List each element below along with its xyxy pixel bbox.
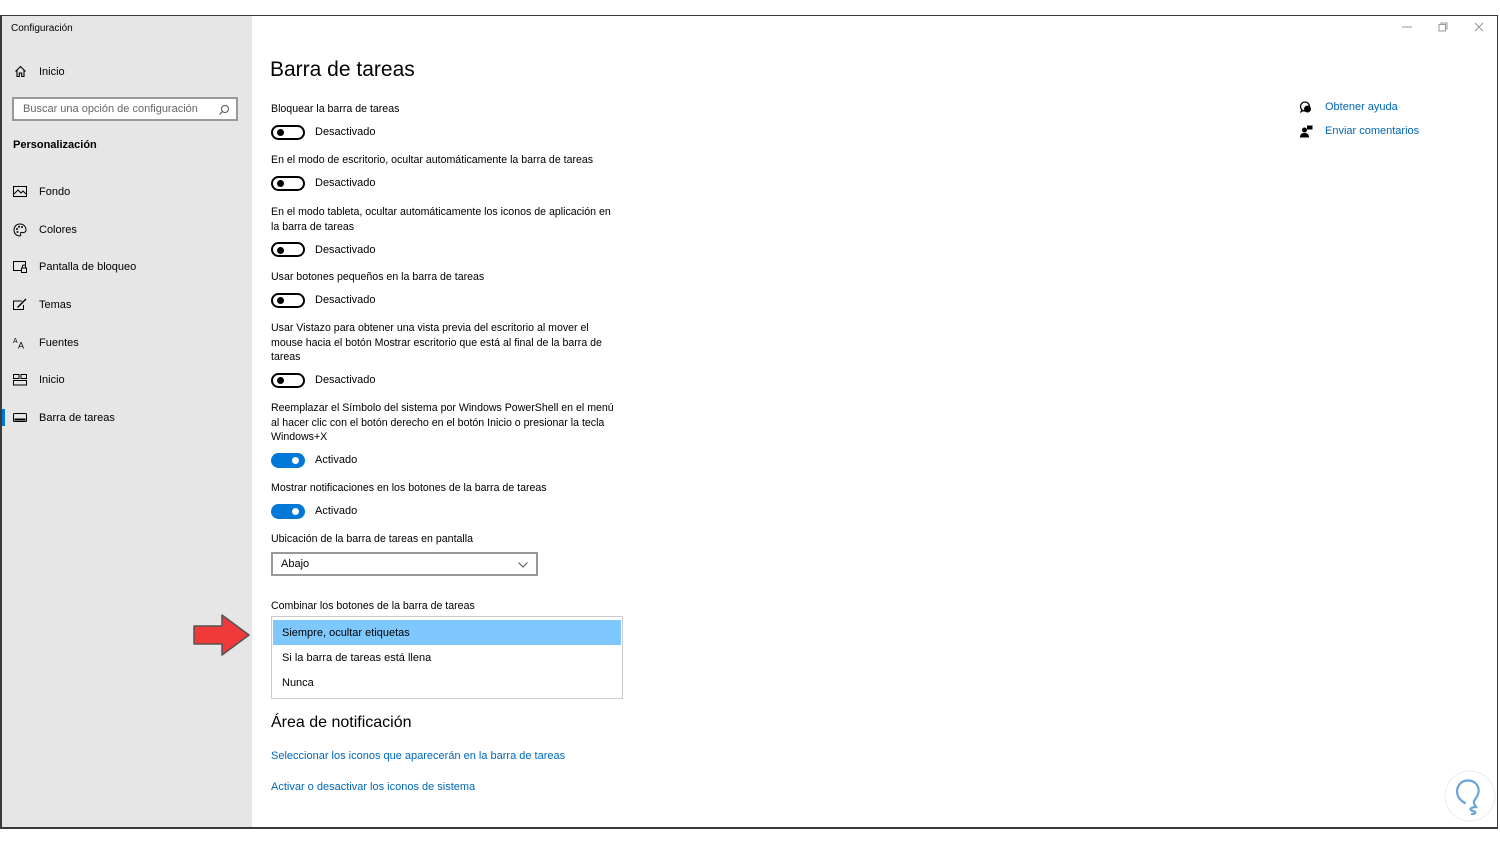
setting-badges [271,481,621,519]
feedback-link[interactable] [1298,119,1419,143]
settings-window [0,15,1498,829]
start-icon [12,373,28,387]
sidebar-item-temas[interactable] [2,286,252,324]
toggle-state: Desactivado [315,177,376,190]
watermark-logo-icon [1443,769,1497,828]
close-icon [1474,19,1484,37]
sidebar-item-pantalla-de-bloqueo[interactable] [2,248,252,286]
sidebar-item-fuentes[interactable] [2,324,252,362]
lock-taskbar-toggle[interactable] [271,125,305,140]
fonts-icon [12,336,28,350]
sidebar-item-label: Pantalla de bloqueo [39,261,137,274]
window-controls [1389,16,1497,40]
feedback-icon [1298,125,1314,138]
setting-label: Usar botones pequeños en la barra de tareas [271,271,485,283]
restore-button[interactable] [1425,16,1461,40]
feedback-label: Enviar comentarios [1325,125,1420,137]
close-button[interactable] [1461,16,1497,40]
toggle-state: Activado [315,505,358,518]
home-icon [12,65,28,78]
palette-icon [12,223,28,237]
app-title: Configuración [11,23,73,34]
badges-toggle[interactable] [271,504,305,519]
combine-buttons-listbox[interactable] [271,616,623,699]
taskbar-location-dropdown[interactable] [271,552,538,576]
sidebar-item-colores[interactable] [2,211,252,249]
nav-home-label: Inicio [39,65,65,78]
combine-option-always[interactable]: Siempre, ocultar etiquetas [273,620,621,645]
toggle-state: Activado [315,454,358,467]
toggle-state: Desactivado [315,374,376,387]
toggle-state: Desactivado [315,243,376,256]
setting-autohide-tablet [271,205,621,257]
setting-autohide-desktop [271,153,621,191]
setting-label: Mostrar notificaciones en los botones de la barra de tareas [271,482,547,494]
select-icons-link[interactable]: Seleccionar los iconos que aparecerán en la barra de tareas [271,750,566,762]
sidebar [2,16,252,827]
sidebar-item-label: Inicio [39,374,65,387]
svg-text:A: A [18,340,25,349]
nav-list [2,173,252,437]
setting-lock-taskbar [271,102,621,140]
lock-screen-icon [12,260,28,274]
sidebar-item-label: Fuentes [39,336,79,349]
toggle-state: Desactivado [315,126,376,139]
taskbar-icon [12,411,28,425]
minimize-icon [1402,19,1412,37]
dropdown-value: Abajo [281,558,310,570]
search-box[interactable] [12,97,238,121]
autohide-desktop-toggle[interactable] [271,176,305,191]
svg-text:A: A [13,337,18,345]
sidebar-item-label: Temas [39,298,72,311]
help-panel [1298,95,1419,143]
get-help-label: Obtener ayuda [1325,101,1398,113]
toggle-state: Desactivado [315,294,376,307]
setting-label: Usar Vistazo para obtener una vista previa del escritorio al mover el mouse hacia el botón Mostrar escritorio que está al final de la barra de tareas [271,322,602,364]
search-icon[interactable] [218,103,230,121]
sidebar-item-label: Colores [39,223,77,236]
system-icons-link[interactable]: Activar o desactivar los iconos de sistema [271,781,476,793]
sidebar-item-inicio[interactable] [2,361,252,399]
sidebar-item-label: Barra de tareas [39,411,115,424]
annotation-arrow-icon [192,613,252,662]
setting-peek [271,321,621,388]
setting-label: En el modo de escritorio, ocultar automáticamente la barra de tareas [271,154,594,166]
location-label: Ubicación de la barra de tareas en pantalla [271,533,474,545]
powershell-toggle[interactable] [271,453,305,468]
setting-powershell [271,401,621,468]
autohide-tablet-toggle[interactable] [271,242,305,257]
notification-area-title: Área de notificación [271,714,412,731]
get-help-link[interactable] [1298,95,1419,119]
sidebar-item-label: Fondo [39,185,71,198]
combine-option-when-full[interactable]: Si la barra de tareas está llena [282,651,432,664]
image-icon [12,185,28,199]
setting-small-buttons [271,270,621,308]
combine-label: Combinar los botones de la barra de tareas [271,600,475,612]
small-buttons-toggle[interactable] [271,293,305,308]
help-chat-icon [1298,101,1314,114]
setting-label: Reemplazar el Símbolo del sistema por Windows PowerShell en el menú al hacer clic con el botón derecho en el botón Inicio o presionar la tecla Windows+X [271,402,614,444]
setting-label: En el modo tableta, ocultar automáticamente los iconos de aplicación en la barra de tareas [271,206,611,233]
chevron-down-icon [518,559,528,571]
peek-toggle[interactable] [271,373,305,388]
combine-option-never[interactable]: Nunca [282,676,314,689]
setting-label: Bloquear la barra de tareas [271,103,400,115]
nav-home[interactable] [12,65,65,78]
section-title: Personalización [13,139,97,151]
minimize-button[interactable] [1389,16,1425,40]
sidebar-item-fondo[interactable] [2,173,252,211]
page-title: Barra de tareas [270,58,415,81]
search-input[interactable] [14,102,215,116]
sidebar-item-barra-de-tareas[interactable] [2,399,252,437]
themes-icon [12,298,28,312]
restore-icon [1438,19,1448,37]
